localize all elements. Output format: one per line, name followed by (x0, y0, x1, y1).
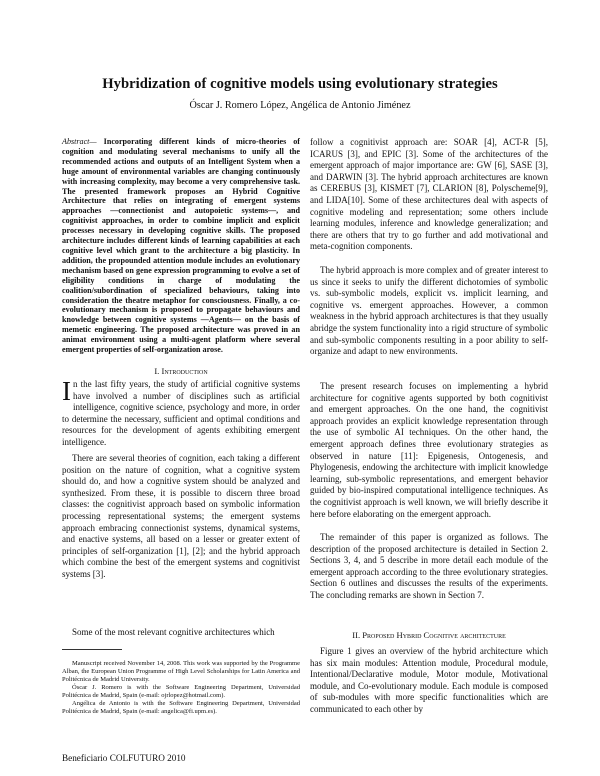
right-paragraph-3: The present research focuses on implementing a hybrid architecture for cognitive agents supported by both cognitivist and emergent approaches. On the one hand, the cognitivist approach provides an explicit knowledge representation through the use of symbolic AI techniques. On the other hand, the emergent approach defines three evolutionary strategies as observed in nature [11]: Epigenesis, Ontogenesis, and Phylogenesis, endowing the architecture with implicit knowledge learning, sub-symbolic representations, and emergent behavior guided by bio-inspired computational intelligence techniques. As the cognitivist approach is well known, we will briefly describe it here before elaborating on the emergent approach. (310, 381, 548, 519)
footnote-2: Óscar J. Romero is with the Software Engineering Department, Universidad Politécnica de Madrid, Spain (e-mail: ojrlopez@hotmail.com). (62, 684, 300, 699)
right-paragraph-2: The hybrid approach is more complex and of greater interest to us since it seeks to unify the different dichotomies of symbolic vs. sub-symbolic models, explicit vs. implicit learning, and cognitive vs. emergent approaches. However, a common weakness in the hybrid approach architectures is that they usually abridge the system functionality into a rigid structure of symbolic and sub-symbolic components resulting in a poor ability to self-organize and adapt to new environments. (310, 265, 548, 357)
section-2-heading: II. Proposed Hybrid Cognitive architecture (352, 630, 506, 640)
footnote-rule (62, 649, 122, 650)
section-1-paragraph-2: There are several theories of cognition, each taking a different position on the nature of cognition, what a cognitive system should do, and how a cognitive system should be analyzed and synthesized. From these, it is possible to discern three broad classes: the cognitivist approach based on symbolic information processing representational systems; the emergent systems approach embracing connectionist systems, dynamical systems, and enactive systems, all based on a lesser or greater extent of principles of self-organization [1], [2]; and the hybrid approach which combine the best of the emergent systems and cognitivist systems [3]. (62, 453, 300, 579)
abstract-lead: Abstract— (62, 137, 97, 146)
section-1-paragraph-1-text: n the last fifty years, the study of artificial cognitive systems have involved a number of disciplines such as artificial intelligence, cognitive science, psychology and more, in order to determine the necessary, sufficient and optimal conditions and resources for the development of agents exhibiting emergent intelligence. (62, 379, 300, 447)
right-paragraph-4: The remainder of this paper is organized as follows. The description of the proposed architecture is detailed in Section 2. Sections 3, 4, and 5 describe in more detail each module of the emergent approach according to the three evolutionary strategies. Section 6 outlines and discusses the results of the experiments. The concluding remarks are shown in Section 7. (310, 532, 548, 600)
section-1-heading: I. Introduction (154, 366, 208, 376)
footnote-1: Manuscript received November 14, 2008. This work was supported by the Programme Alban, the European Union Programme of High Level Scholarships for Latin America and Politécnica de Madrid University. (62, 660, 300, 683)
footnote-3: Angélica de Antonio is with the Software Engineering Department, Universidad Politécnica de Madrid, Spain (e-mail: angelica@fi.upm.es). (62, 700, 300, 715)
paper-title: Hybridization of cognitive models using evolutionary strategies (102, 76, 498, 92)
page-footer: Beneficiario COLFUTURO 2010 (62, 753, 186, 763)
right-paragraph-5: Figure 1 gives an overview of the hybrid architecture which has six main modules: Attention module, Procedural module, Intentional/Declarative module, Motor module, Motivational module, and Co-evolutionary module. Each module is composed of sub-modules with more specific functionalities which are communicated to each other by (310, 646, 548, 714)
abstract-body: Incorporating different kinds of micro-theories of cognition and modulating several mechanisms to unify all the recommended actions and outputs of an Intelligent System when a huge amount of environmental variables are changing continuously with increasing complexity, may become a very comprehensive task. The presented framework proposes an Hybrid Cognitive Architecture that relies on integrating of emergent systems approaches —connectionist and autopoietic systems—, and cognitivist approaches, in order to combine implicit and explicit processes necessary in developing cognitive skills. The proposed architecture includes different kinds of learning capabilities at each cognitive level which grant to the architecture a big plasticity. In addition, the propounded attention module includes an evolutionary mechanism based on gene expression programming to evolve a set of eligibility conditions in charge of modulating the coalition/subordination of specialized behaviours, taking into consideration the theatre metaphor for consciousness. Finally, a co-evolutionary mechanism is proposed to propagate behaviours and knowledge between cognitive systems —Agents— on the basis of memetic engineering. The proposed architecture was proved in an animat environment using a multi-agent platform where several emergent properties of self-organization arose. (62, 137, 300, 355)
section-1-paragraph-3: Some of the most relevant cognitive architectures which (72, 627, 275, 637)
section-1-paragraph-1 (62, 376, 300, 449)
right-paragraph-1: follow a cognitivist approach are: SOAR [4], ACT-R [5], ICARUS [3], and EPIC [3]. Some of the architectures of the emergent approach of major importance are: GW [6], SASE [3], and DARWIN [3]. The hybrid approach architectures are known as CEREBUS [3], KISMET [7], CLARION [8], Polyscheme[9], and LIDA[10]. Some of these architectures deal with aspects of cognitive modeling and representation; some others include learning modules, inference and knowledge generalization; and there are others that try to go further and add motivational and meta-cognition components. (310, 137, 548, 252)
paper-authors: Óscar J. Romero López, Angélica de Antonio Jiménez (189, 100, 411, 111)
drop-cap: I (62, 376, 71, 406)
abstract (62, 137, 300, 355)
